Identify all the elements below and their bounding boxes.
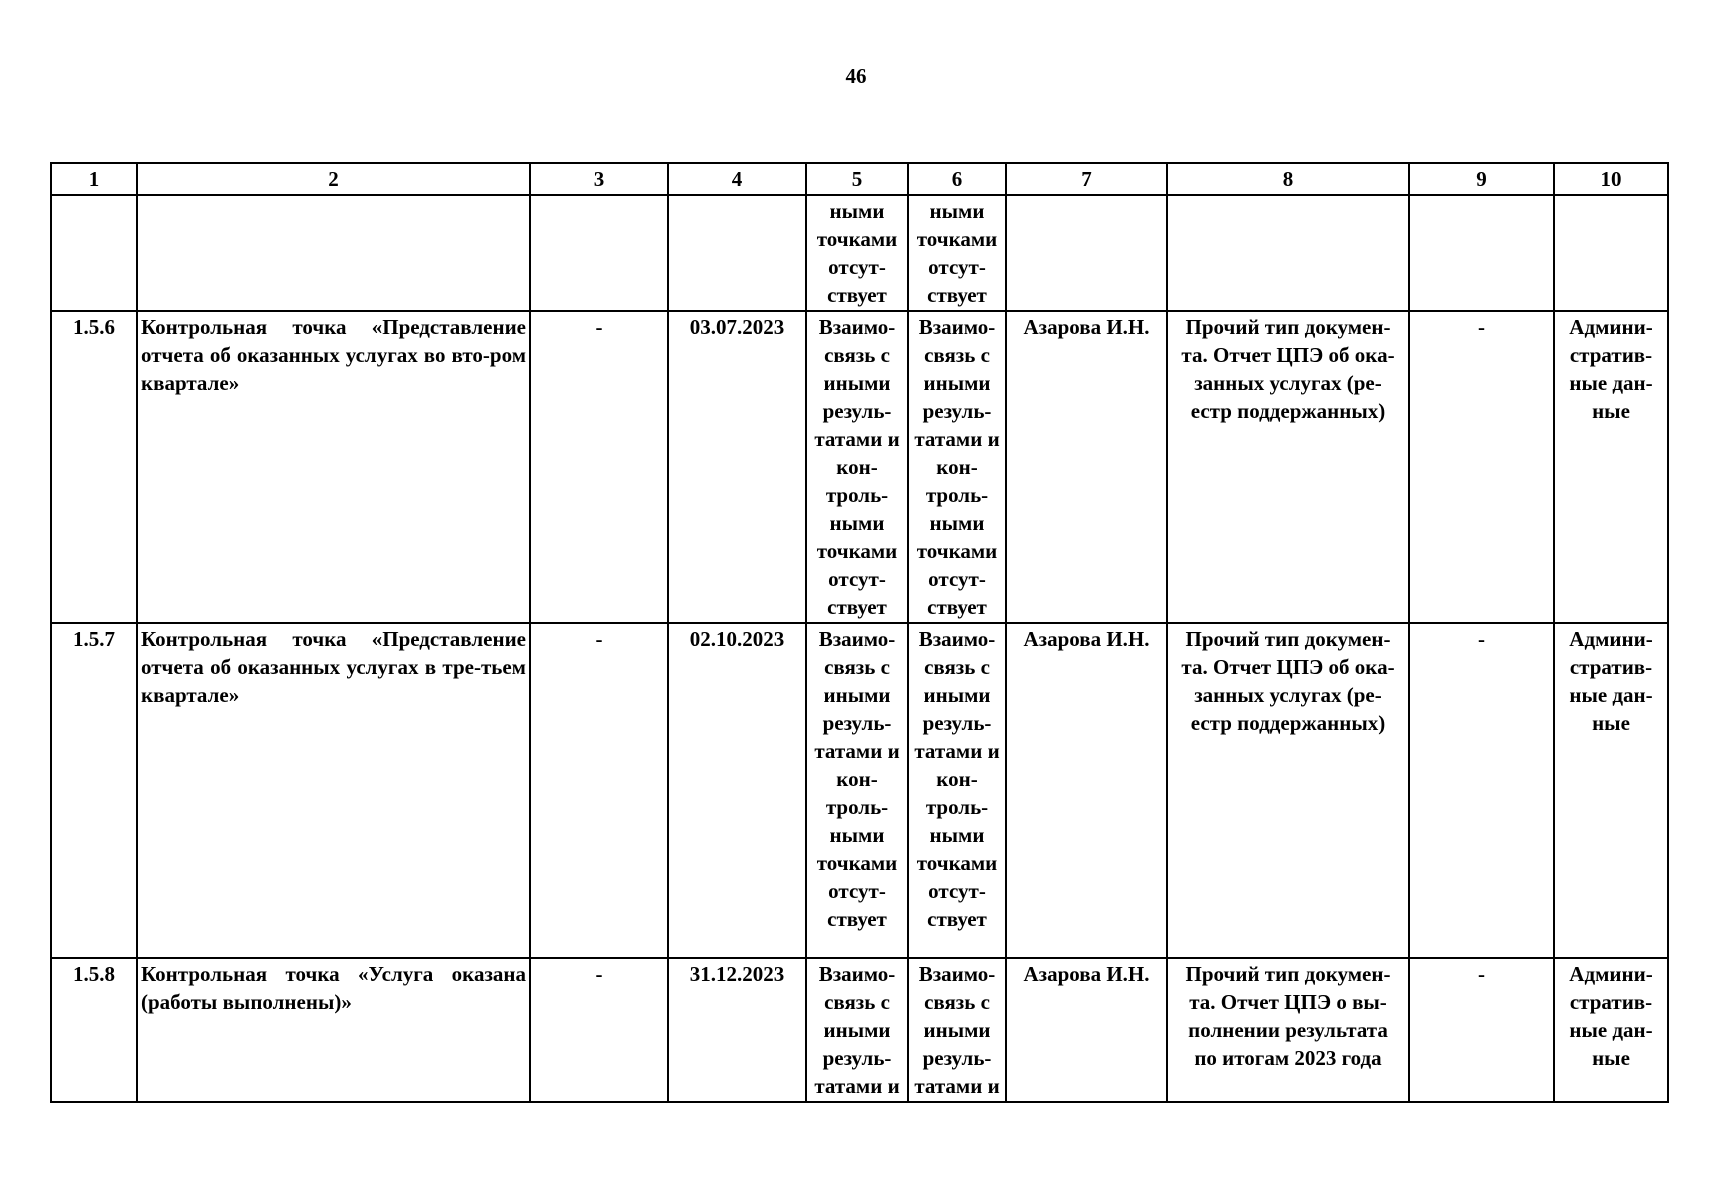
col3-cell: - bbox=[530, 623, 668, 958]
table-row bbox=[51, 623, 1668, 958]
row-name-cell bbox=[137, 195, 530, 311]
column-header: 8 bbox=[1167, 163, 1409, 195]
col9-cell: - bbox=[1409, 958, 1554, 1102]
column-header: 6 bbox=[908, 163, 1006, 195]
table-row bbox=[51, 195, 1668, 311]
relation-cell: Взаимо- связь с иными резуль- татами и кон- троль- ными точками отсут- ствует bbox=[908, 311, 1006, 623]
document-type-cell: Прочий тип докумен- та. Отчет ЦПЭ о вы- полнении результата по итогам 2023 года bbox=[1167, 958, 1409, 1102]
row-number-cell: 1.5.8 bbox=[51, 958, 137, 1102]
column-header: 3 bbox=[530, 163, 668, 195]
relation-cell: Взаимо- связь с иными резуль- татами и bbox=[806, 958, 908, 1102]
responsible-cell: Азарова И.Н. bbox=[1006, 623, 1167, 958]
date-cell bbox=[668, 195, 806, 311]
row-number-cell bbox=[51, 195, 137, 311]
relation-cell: Взаимо- связь с иными резуль- татами и кон- троль- ными точками отсут- ствует bbox=[806, 311, 908, 623]
col9-cell: - bbox=[1409, 623, 1554, 958]
data-source-cell: Админи- стратив- ные дан- ные bbox=[1554, 311, 1668, 623]
document-type-cell: Прочий тип докумен- та. Отчет ЦПЭ об ока- занных услугах (ре- естр поддержанных) bbox=[1167, 311, 1409, 623]
row-name-cell: Контрольная точка «Услуга оказана (работы выполнены)» bbox=[137, 958, 530, 1102]
responsible-cell: Азарова И.Н. bbox=[1006, 311, 1167, 623]
date-cell: 31.12.2023 bbox=[668, 958, 806, 1102]
relation-cell: Взаимо- связь с иными резуль- татами и bbox=[908, 958, 1006, 1102]
column-header: 2 bbox=[137, 163, 530, 195]
data-source-cell: Админи- стратив- ные дан- ные bbox=[1554, 623, 1668, 958]
col9-cell bbox=[1409, 195, 1554, 311]
relation-cell: ными точками отсут- ствует bbox=[806, 195, 908, 311]
column-header: 4 bbox=[668, 163, 806, 195]
col9-cell: - bbox=[1409, 311, 1554, 623]
data-source-cell: Админи- стратив- ные дан- ные bbox=[1554, 958, 1668, 1102]
relation-cell: Взаимо- связь с иными резуль- татами и кон- троль- ными точками отсут- ствует bbox=[908, 623, 1006, 958]
document-type-cell: Прочий тип докумен- та. Отчет ЦПЭ об ока- занных услугах (ре- естр поддержанных) bbox=[1167, 623, 1409, 958]
table-row bbox=[51, 958, 1668, 1102]
control-points-table bbox=[50, 162, 1669, 1103]
date-cell: 02.10.2023 bbox=[668, 623, 806, 958]
row-name-cell: Контрольная точка «Представление отчета об оказанных услугах в тре-тьем квартале» bbox=[137, 623, 530, 958]
responsible-cell: Азарова И.Н. bbox=[1006, 958, 1167, 1102]
col3-cell: - bbox=[530, 311, 668, 623]
relation-cell: Взаимо- связь с иными резуль- татами и кон- троль- ными точками отсут- ствует bbox=[806, 623, 908, 958]
column-header: 10 bbox=[1554, 163, 1668, 195]
col3-cell bbox=[530, 195, 668, 311]
document-type-cell bbox=[1167, 195, 1409, 311]
row-number-cell: 1.5.7 bbox=[51, 623, 137, 958]
table-row bbox=[51, 311, 1668, 623]
page-number: 46 bbox=[845, 64, 867, 88]
column-header: 9 bbox=[1409, 163, 1554, 195]
date-cell: 03.07.2023 bbox=[668, 311, 806, 623]
row-name-cell: Контрольная точка «Представление отчета об оказанных услугах во вто-ром квартале» bbox=[137, 311, 530, 623]
column-header: 7 bbox=[1006, 163, 1167, 195]
column-header: 5 bbox=[806, 163, 908, 195]
responsible-cell bbox=[1006, 195, 1167, 311]
data-source-cell bbox=[1554, 195, 1668, 311]
column-header: 1 bbox=[51, 163, 137, 195]
relation-cell: ными точками отсут- ствует bbox=[908, 195, 1006, 311]
column-number-row bbox=[51, 163, 1668, 195]
col3-cell: - bbox=[530, 958, 668, 1102]
row-number-cell: 1.5.6 bbox=[51, 311, 137, 623]
